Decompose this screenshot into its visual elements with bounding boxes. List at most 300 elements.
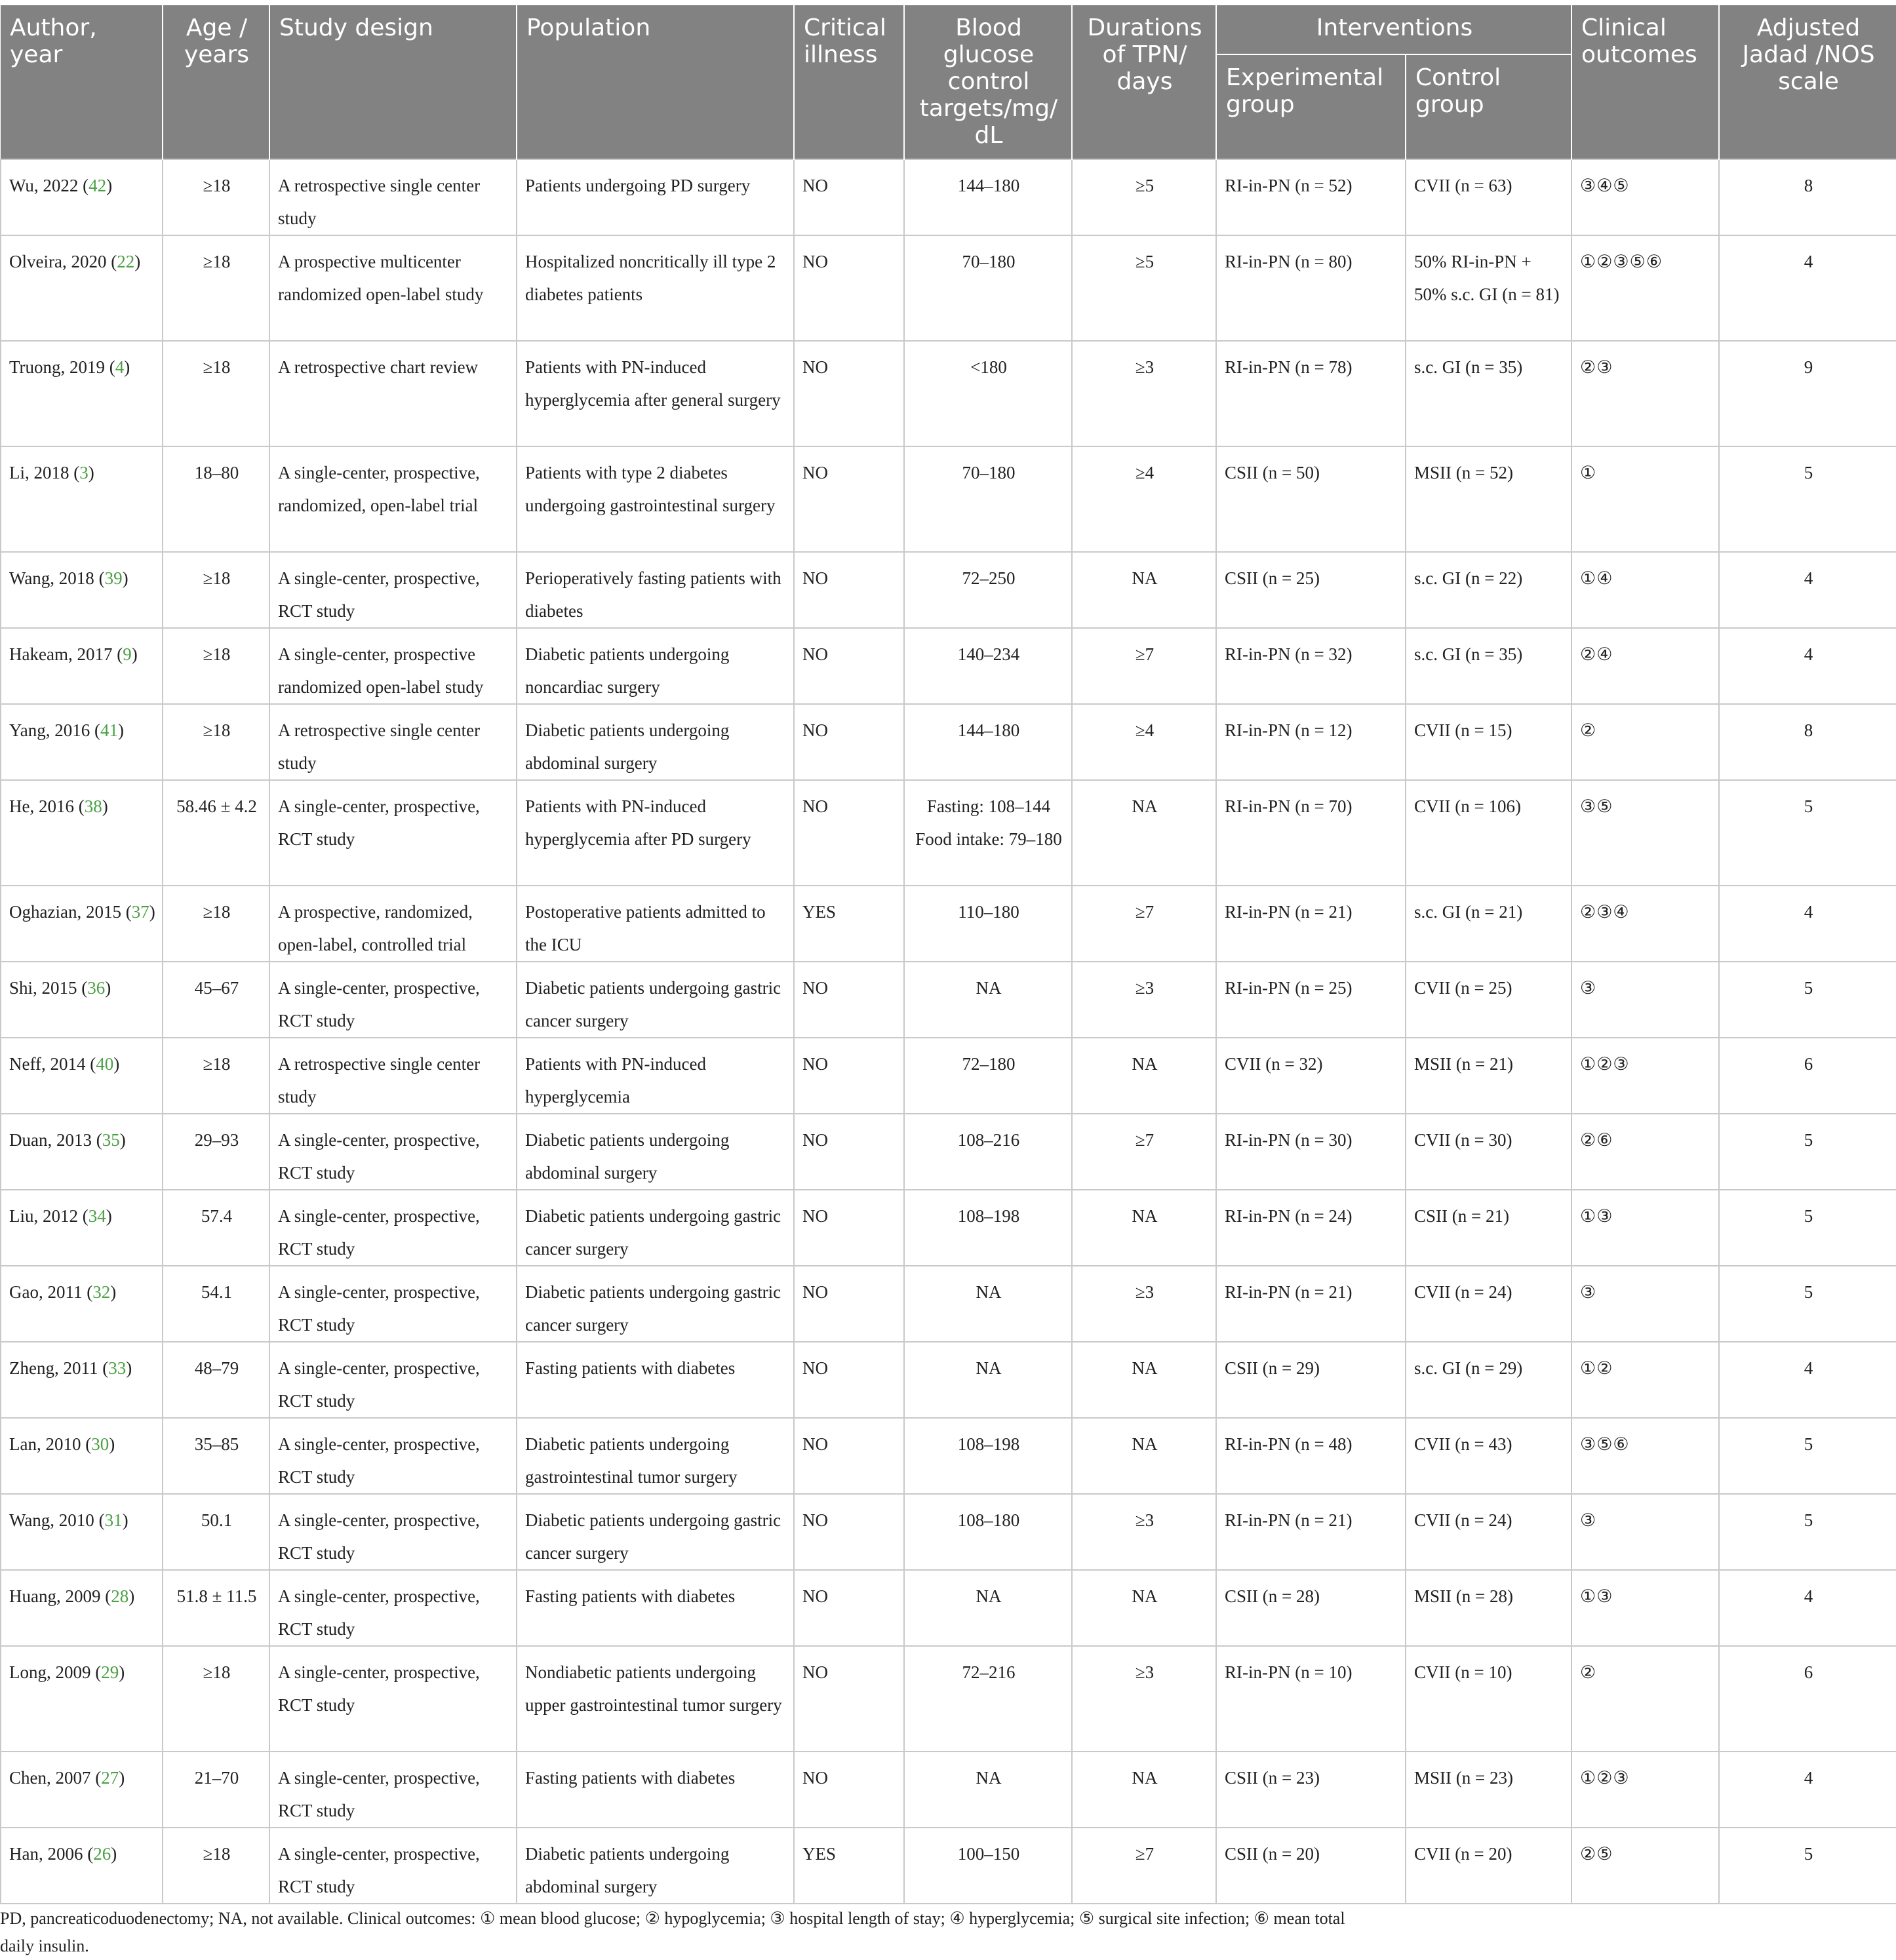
cell-glucose-targets: 144–180 bbox=[904, 704, 1072, 780]
table-body bbox=[1, 159, 1896, 1904]
cell-study-design: A single-center, prospective, RCT study bbox=[269, 1266, 517, 1342]
header-tpn-duration: Durations of TPN/ days bbox=[1072, 5, 1216, 159]
cell-population: Postoperative patients admitted to the ICU bbox=[517, 886, 794, 962]
cell-tpn-duration: ≥7 bbox=[1072, 628, 1216, 704]
cell-author: Shi, 2015 (36) bbox=[1, 962, 163, 1038]
cell-clinical-outcomes: ②⑥ bbox=[1571, 1114, 1719, 1190]
header-interventions: Interventions bbox=[1216, 5, 1571, 54]
cell-experimental-group: RI-in-PN (n = 70) bbox=[1216, 780, 1406, 886]
cell-tpn-duration: NA bbox=[1072, 552, 1216, 628]
cell-clinical-outcomes: ②③ bbox=[1571, 341, 1719, 446]
cell-tpn-duration: NA bbox=[1072, 1570, 1216, 1646]
cell-age: 50.1 bbox=[163, 1494, 269, 1570]
cell-author: Neff, 2014 (40) bbox=[1, 1038, 163, 1114]
cell-population: Diabetic patients undergoing abdominal surgery bbox=[517, 1828, 794, 1904]
reference-link[interactable]: 28 bbox=[111, 1586, 129, 1606]
author-name: Olveira, 2020 bbox=[9, 252, 107, 271]
cell-jadad-score: 4 bbox=[1719, 235, 1896, 341]
cell-jadad-score: 5 bbox=[1719, 1418, 1896, 1494]
cell-jadad-score: 4 bbox=[1719, 552, 1896, 628]
table-row bbox=[1, 1646, 1896, 1752]
cell-population: Fasting patients with diabetes bbox=[517, 1342, 794, 1418]
reference-link[interactable]: 39 bbox=[104, 568, 123, 588]
cell-tpn-duration: ≥3 bbox=[1072, 1646, 1216, 1752]
cell-tpn-duration: NA bbox=[1072, 1418, 1216, 1494]
cell-author: Wang, 2010 (31) bbox=[1, 1494, 163, 1570]
cell-population: Patients with type 2 diabetes undergoing gastrointestinal surgery bbox=[517, 446, 794, 552]
cell-clinical-outcomes: ①②③ bbox=[1571, 1752, 1719, 1828]
author-name: Zheng, 2011 bbox=[9, 1358, 98, 1378]
cell-age: ≥18 bbox=[163, 704, 269, 780]
cell-experimental-group: RI-in-PN (n = 24) bbox=[1216, 1190, 1406, 1266]
reference-link[interactable]: 22 bbox=[117, 252, 135, 271]
table-row bbox=[1, 962, 1896, 1038]
author-name: Wang, 2010 bbox=[9, 1510, 94, 1530]
cell-author: Duan, 2013 (35) bbox=[1, 1114, 163, 1190]
table-row bbox=[1, 628, 1896, 704]
cell-clinical-outcomes: ③ bbox=[1571, 1266, 1719, 1342]
cell-critical-illness: NO bbox=[794, 704, 904, 780]
cell-glucose-targets: 110–180 bbox=[904, 886, 1072, 962]
header-clinical-outcomes: Clinical outcomes bbox=[1571, 5, 1719, 159]
cell-control-group: CVII (n = 20) bbox=[1406, 1828, 1571, 1904]
cell-author: He, 2016 (38) bbox=[1, 780, 163, 886]
cell-tpn-duration: ≥3 bbox=[1072, 962, 1216, 1038]
author-name: Wang, 2018 bbox=[9, 568, 94, 588]
cell-population: Nondiabetic patients undergoing upper gastrointestinal tumor surgery bbox=[517, 1646, 794, 1752]
cell-study-design: A single-center, prospective, RCT study bbox=[269, 1114, 517, 1190]
cell-age: ≥18 bbox=[163, 628, 269, 704]
cell-tpn-duration: ≥7 bbox=[1072, 1828, 1216, 1904]
reference-link[interactable]: 41 bbox=[100, 720, 119, 740]
cell-critical-illness: NO bbox=[794, 159, 904, 235]
reference-link[interactable]: 38 bbox=[84, 796, 102, 816]
cell-clinical-outcomes: ②④ bbox=[1571, 628, 1719, 704]
table-row bbox=[1, 1038, 1896, 1114]
cell-age: ≥18 bbox=[163, 886, 269, 962]
cell-author: Truong, 2019 (4) bbox=[1, 341, 163, 446]
table-row bbox=[1, 1266, 1896, 1342]
cell-study-design: A single-center, prospective, RCT study bbox=[269, 1494, 517, 1570]
cell-author: Yang, 2016 (41) bbox=[1, 704, 163, 780]
cell-glucose-targets: NA bbox=[904, 1266, 1072, 1342]
cell-critical-illness: NO bbox=[794, 962, 904, 1038]
header-glucose-targets: Blood glucose control targets/mg/ dL bbox=[904, 5, 1072, 159]
cell-jadad-score: 5 bbox=[1719, 1494, 1896, 1570]
cell-study-design: A single-center, prospective, RCT study bbox=[269, 1190, 517, 1266]
author-name: Huang, 2009 bbox=[9, 1586, 101, 1606]
cell-clinical-outcomes: ②⑤ bbox=[1571, 1828, 1719, 1904]
cell-critical-illness: NO bbox=[794, 1038, 904, 1114]
cell-experimental-group: RI-in-PN (n = 25) bbox=[1216, 962, 1406, 1038]
cell-control-group: MSII (n = 52) bbox=[1406, 446, 1571, 552]
cell-glucose-targets: 108–198 bbox=[904, 1190, 1072, 1266]
cell-tpn-duration: NA bbox=[1072, 1038, 1216, 1114]
cell-critical-illness: NO bbox=[794, 1266, 904, 1342]
cell-author: Chen, 2007 (27) bbox=[1, 1752, 163, 1828]
cell-study-design: A retrospective single center study bbox=[269, 704, 517, 780]
table-row bbox=[1, 1418, 1896, 1494]
cell-glucose-targets: 72–180 bbox=[904, 1038, 1072, 1114]
cell-experimental-group: CSII (n = 29) bbox=[1216, 1342, 1406, 1418]
study-characteristics-table bbox=[0, 5, 1896, 1904]
cell-population: Diabetic patients undergoing gastric cancer surgery bbox=[517, 1190, 794, 1266]
author-name: He, 2016 bbox=[9, 796, 74, 816]
cell-control-group: CSII (n = 21) bbox=[1406, 1190, 1571, 1266]
cell-age: ≥18 bbox=[163, 235, 269, 341]
cell-control-group: CVII (n = 25) bbox=[1406, 962, 1571, 1038]
cell-population: Diabetic patients undergoing abdominal surgery bbox=[517, 1114, 794, 1190]
cell-critical-illness: YES bbox=[794, 1828, 904, 1904]
cell-clinical-outcomes: ①③ bbox=[1571, 1570, 1719, 1646]
cell-age: ≥18 bbox=[163, 159, 269, 235]
cell-clinical-outcomes: ①③ bbox=[1571, 1190, 1719, 1266]
cell-population: Patients undergoing PD surgery bbox=[517, 159, 794, 235]
cell-study-design: A single-center, prospective, RCT study bbox=[269, 552, 517, 628]
cell-age: 54.1 bbox=[163, 1266, 269, 1342]
cell-critical-illness: NO bbox=[794, 1494, 904, 1570]
cell-clinical-outcomes: ①② bbox=[1571, 1342, 1719, 1418]
cell-control-group: CVII (n = 30) bbox=[1406, 1114, 1571, 1190]
author-name: Oghazian, 2015 bbox=[9, 902, 121, 922]
cell-control-group: s.c. GI (n = 35) bbox=[1406, 341, 1571, 446]
cell-population: Diabetic patients undergoing gastric cancer surgery bbox=[517, 1494, 794, 1570]
reference-link[interactable]: 40 bbox=[96, 1054, 114, 1074]
cell-glucose-targets: 70–180 bbox=[904, 235, 1072, 341]
table-row bbox=[1, 1342, 1896, 1418]
cell-control-group: CVII (n = 43) bbox=[1406, 1418, 1571, 1494]
cell-experimental-group: RI-in-PN (n = 30) bbox=[1216, 1114, 1406, 1190]
cell-age: 35–85 bbox=[163, 1418, 269, 1494]
cell-author: Wang, 2018 (39) bbox=[1, 552, 163, 628]
author-name: Lan, 2010 bbox=[9, 1434, 81, 1454]
cell-study-design: A prospective, randomized, open-label, controlled trial bbox=[269, 886, 517, 962]
table-row bbox=[1, 341, 1896, 446]
cell-jadad-score: 5 bbox=[1719, 780, 1896, 886]
cell-study-design: A single-center, prospective randomized open-label study bbox=[269, 628, 517, 704]
cell-author: Gao, 2011 (32) bbox=[1, 1266, 163, 1342]
cell-tpn-duration: NA bbox=[1072, 1190, 1216, 1266]
cell-glucose-targets: 108–180 bbox=[904, 1494, 1072, 1570]
cell-population: Patients with PN-induced hyperglycemia after PD surgery bbox=[517, 780, 794, 886]
cell-jadad-score: 6 bbox=[1719, 1646, 1896, 1752]
cell-study-design: A single-center, prospective, RCT study bbox=[269, 1418, 517, 1494]
reference-link[interactable]: 26 bbox=[93, 1844, 111, 1864]
cell-experimental-group: RI-in-PN (n = 78) bbox=[1216, 341, 1406, 446]
header-age: Age / years bbox=[163, 5, 269, 159]
reference-link[interactable]: 35 bbox=[102, 1130, 120, 1150]
cell-jadad-score: 6 bbox=[1719, 1038, 1896, 1114]
cell-control-group: s.c. GI (n = 22) bbox=[1406, 552, 1571, 628]
cell-age: ≥18 bbox=[163, 1038, 269, 1114]
cell-author: Lan, 2010 (30) bbox=[1, 1418, 163, 1494]
cell-study-design: A single-center, prospective, randomized, open-label trial bbox=[269, 446, 517, 552]
cell-experimental-group: RI-in-PN (n = 10) bbox=[1216, 1646, 1406, 1752]
cell-glucose-targets: 72–216 bbox=[904, 1646, 1072, 1752]
cell-age: 21–70 bbox=[163, 1752, 269, 1828]
reference-link[interactable]: 33 bbox=[108, 1358, 127, 1378]
cell-critical-illness: NO bbox=[794, 235, 904, 341]
table-header bbox=[1, 5, 1896, 159]
cell-author: Long, 2009 (29) bbox=[1, 1646, 163, 1752]
cell-clinical-outcomes: ③ bbox=[1571, 1494, 1719, 1570]
cell-tpn-duration: NA bbox=[1072, 1342, 1216, 1418]
cell-experimental-group: CVII (n = 32) bbox=[1216, 1038, 1406, 1114]
reference-link[interactable]: 31 bbox=[104, 1510, 123, 1530]
author-name: Neff, 2014 bbox=[9, 1054, 86, 1074]
cell-tpn-duration: ≥4 bbox=[1072, 704, 1216, 780]
cell-population: Diabetic patients undergoing gastric cancer surgery bbox=[517, 962, 794, 1038]
table-row bbox=[1, 1828, 1896, 1904]
cell-control-group: CVII (n = 106) bbox=[1406, 780, 1571, 886]
header-study-design: Study design bbox=[269, 5, 517, 159]
cell-jadad-score: 4 bbox=[1719, 1570, 1896, 1646]
cell-experimental-group: RI-in-PN (n = 12) bbox=[1216, 704, 1406, 780]
cell-critical-illness: NO bbox=[794, 1114, 904, 1190]
cell-control-group: s.c. GI (n = 21) bbox=[1406, 886, 1571, 962]
cell-experimental-group: RI-in-PN (n = 80) bbox=[1216, 235, 1406, 341]
cell-clinical-outcomes: ①②③ bbox=[1571, 1038, 1719, 1114]
reference-link[interactable]: 36 bbox=[87, 978, 106, 998]
cell-author: Hakeam, 2017 (9) bbox=[1, 628, 163, 704]
table-row bbox=[1, 1570, 1896, 1646]
cell-age: 45–67 bbox=[163, 962, 269, 1038]
cell-jadad-score: 4 bbox=[1719, 886, 1896, 962]
cell-author: Han, 2006 (26) bbox=[1, 1828, 163, 1904]
cell-control-group: s.c. GI (n = 29) bbox=[1406, 1342, 1571, 1418]
cell-study-design: A retrospective single center study bbox=[269, 1038, 517, 1114]
cell-tpn-duration: ≥3 bbox=[1072, 1266, 1216, 1342]
author-name: Yang, 2016 bbox=[9, 720, 90, 740]
header-population: Population bbox=[517, 5, 794, 159]
author-name: Liu, 2012 bbox=[9, 1206, 78, 1226]
cell-glucose-targets: NA bbox=[904, 1752, 1072, 1828]
cell-critical-illness: NO bbox=[794, 446, 904, 552]
table-row bbox=[1, 552, 1896, 628]
author-name: Wu, 2022 bbox=[9, 176, 79, 195]
cell-population: Patients with PN-induced hyperglycemia bbox=[517, 1038, 794, 1114]
cell-critical-illness: NO bbox=[794, 1570, 904, 1646]
cell-age: 18–80 bbox=[163, 446, 269, 552]
header-jadad-scale: Adjusted Jadad /NOS scale bbox=[1719, 5, 1896, 159]
cell-glucose-targets: Fasting: 108–144 Food intake: 79–180 bbox=[904, 780, 1072, 886]
cell-jadad-score: 5 bbox=[1719, 1828, 1896, 1904]
reference-link[interactable]: 9 bbox=[123, 644, 132, 664]
table-footnote: PD, pancreaticoduodenectomy; NA, not available. Clinical outcomes: ① mean blood glucose; ② hypoglycemia; ③ hospital length of stay; ④ hyperglycemia; ⑤ surgical site infection; ⑥ mean total daily insulin. bbox=[0, 1909, 1345, 1955]
cell-population: Patients with PN-induced hyperglycemia after general surgery bbox=[517, 341, 794, 446]
author-name: Li, 2018 bbox=[9, 463, 69, 482]
cell-glucose-targets: <180 bbox=[904, 341, 1072, 446]
cell-author: Oghazian, 2015 (37) bbox=[1, 886, 163, 962]
reference-link[interactable]: 4 bbox=[115, 357, 125, 377]
cell-jadad-score: 5 bbox=[1719, 1114, 1896, 1190]
table-row bbox=[1, 704, 1896, 780]
reference-link[interactable]: 29 bbox=[101, 1662, 119, 1682]
cell-glucose-targets: 70–180 bbox=[904, 446, 1072, 552]
cell-study-design: A retrospective chart review bbox=[269, 341, 517, 446]
cell-author: Wu, 2022 (42) bbox=[1, 159, 163, 235]
cell-control-group: MSII (n = 23) bbox=[1406, 1752, 1571, 1828]
header-critical-illness: Critical illness bbox=[794, 5, 904, 159]
table-row bbox=[1, 886, 1896, 962]
cell-study-design: A single-center, prospective, RCT study bbox=[269, 1342, 517, 1418]
table-row bbox=[1, 780, 1896, 886]
table-row bbox=[1, 159, 1896, 235]
cell-critical-illness: NO bbox=[794, 628, 904, 704]
cell-glucose-targets: 100–150 bbox=[904, 1828, 1072, 1904]
table-row bbox=[1, 1114, 1896, 1190]
cell-control-group: MSII (n = 21) bbox=[1406, 1038, 1571, 1114]
cell-study-design: A single-center, prospective, RCT study bbox=[269, 1646, 517, 1752]
cell-population: Fasting patients with diabetes bbox=[517, 1752, 794, 1828]
cell-clinical-outcomes: ③⑤⑥ bbox=[1571, 1418, 1719, 1494]
author-name: Long, 2009 bbox=[9, 1662, 91, 1682]
cell-age: ≥18 bbox=[163, 1828, 269, 1904]
cell-clinical-outcomes: ②③④ bbox=[1571, 886, 1719, 962]
table-row bbox=[1, 1190, 1896, 1266]
cell-age: ≥18 bbox=[163, 341, 269, 446]
cell-age: 58.46 ± 4.2 bbox=[163, 780, 269, 886]
reference-link[interactable]: 34 bbox=[88, 1206, 106, 1226]
cell-jadad-score: 5 bbox=[1719, 1190, 1896, 1266]
cell-population: Diabetic patients undergoing abdominal surgery bbox=[517, 704, 794, 780]
cell-clinical-outcomes: ③⑤ bbox=[1571, 780, 1719, 886]
reference-link[interactable]: 32 bbox=[92, 1282, 111, 1302]
cell-clinical-outcomes: ①②③⑤⑥ bbox=[1571, 235, 1719, 341]
cell-population: Fasting patients with diabetes bbox=[517, 1570, 794, 1646]
cell-experimental-group: RI-in-PN (n = 21) bbox=[1216, 1494, 1406, 1570]
cell-critical-illness: NO bbox=[794, 780, 904, 886]
reference-link[interactable]: 3 bbox=[79, 463, 89, 482]
cell-glucose-targets: NA bbox=[904, 1570, 1072, 1646]
cell-experimental-group: CSII (n = 20) bbox=[1216, 1828, 1406, 1904]
cell-clinical-outcomes: ③ bbox=[1571, 962, 1719, 1038]
cell-clinical-outcomes: ② bbox=[1571, 1646, 1719, 1752]
cell-critical-illness: NO bbox=[794, 1418, 904, 1494]
cell-jadad-score: 4 bbox=[1719, 1752, 1896, 1828]
cell-critical-illness: YES bbox=[794, 886, 904, 962]
reference-link[interactable]: 37 bbox=[131, 902, 149, 922]
cell-glucose-targets: NA bbox=[904, 962, 1072, 1038]
cell-author: Liu, 2012 (34) bbox=[1, 1190, 163, 1266]
cell-critical-illness: NO bbox=[794, 1646, 904, 1752]
cell-experimental-group: RI-in-PN (n = 52) bbox=[1216, 159, 1406, 235]
cell-glucose-targets: 108–198 bbox=[904, 1418, 1072, 1494]
cell-study-design: A single-center, prospective, RCT study bbox=[269, 1828, 517, 1904]
reference-link[interactable]: 27 bbox=[101, 1768, 119, 1788]
reference-link[interactable]: 30 bbox=[91, 1434, 109, 1454]
cell-jadad-score: 5 bbox=[1719, 962, 1896, 1038]
cell-control-group: CVII (n = 63) bbox=[1406, 159, 1571, 235]
cell-glucose-targets: 72–250 bbox=[904, 552, 1072, 628]
cell-population: Diabetic patients undergoing gastric cancer surgery bbox=[517, 1266, 794, 1342]
cell-control-group: CVII (n = 10) bbox=[1406, 1646, 1571, 1752]
cell-clinical-outcomes: ② bbox=[1571, 704, 1719, 780]
cell-tpn-duration: NA bbox=[1072, 780, 1216, 886]
cell-age: 57.4 bbox=[163, 1190, 269, 1266]
cell-clinical-outcomes: ①④ bbox=[1571, 552, 1719, 628]
cell-jadad-score: 5 bbox=[1719, 1266, 1896, 1342]
cell-control-group: CVII (n = 24) bbox=[1406, 1494, 1571, 1570]
reference-link[interactable]: 42 bbox=[89, 176, 107, 195]
cell-critical-illness: NO bbox=[794, 1190, 904, 1266]
cell-age: 29–93 bbox=[163, 1114, 269, 1190]
cell-age: ≥18 bbox=[163, 552, 269, 628]
cell-tpn-duration: ≥5 bbox=[1072, 235, 1216, 341]
table-row bbox=[1, 1752, 1896, 1828]
cell-jadad-score: 4 bbox=[1719, 1342, 1896, 1418]
cell-glucose-targets: 140–234 bbox=[904, 628, 1072, 704]
cell-study-design: A retrospective single center study bbox=[269, 159, 517, 235]
cell-glucose-targets: 144–180 bbox=[904, 159, 1072, 235]
author-name: Han, 2006 bbox=[9, 1844, 83, 1864]
cell-control-group: CVII (n = 24) bbox=[1406, 1266, 1571, 1342]
cell-control-group: s.c. GI (n = 35) bbox=[1406, 628, 1571, 704]
author-name: Truong, 2019 bbox=[9, 357, 106, 377]
header-control-group: Control group bbox=[1406, 54, 1571, 159]
table-row bbox=[1, 235, 1896, 341]
header-experimental-group: Experimental group bbox=[1216, 54, 1406, 159]
cell-author: Li, 2018 (3) bbox=[1, 446, 163, 552]
author-name: Hakeam, 2017 bbox=[9, 644, 113, 664]
cell-critical-illness: NO bbox=[794, 1342, 904, 1418]
cell-control-group: 50% RI-in-PN + 50% s.c. GI (n = 81) bbox=[1406, 235, 1571, 341]
author-name: Duan, 2013 bbox=[9, 1130, 92, 1150]
cell-clinical-outcomes: ③④⑤ bbox=[1571, 159, 1719, 235]
cell-age: 51.8 ± 11.5 bbox=[163, 1570, 269, 1646]
cell-experimental-group: RI-in-PN (n = 32) bbox=[1216, 628, 1406, 704]
cell-glucose-targets: 108–216 bbox=[904, 1114, 1072, 1190]
cell-population: Diabetic patients undergoing noncardiac surgery bbox=[517, 628, 794, 704]
cell-tpn-duration: NA bbox=[1072, 1752, 1216, 1828]
cell-jadad-score: 9 bbox=[1719, 341, 1896, 446]
cell-glucose-targets: NA bbox=[904, 1342, 1072, 1418]
header-author: Author, year bbox=[1, 5, 163, 159]
cell-author: Zheng, 2011 (33) bbox=[1, 1342, 163, 1418]
cell-tpn-duration: ≥3 bbox=[1072, 341, 1216, 446]
table-row bbox=[1, 446, 1896, 552]
cell-jadad-score: 4 bbox=[1719, 628, 1896, 704]
cell-tpn-duration: ≥7 bbox=[1072, 1114, 1216, 1190]
cell-tpn-duration: ≥7 bbox=[1072, 886, 1216, 962]
cell-population: Diabetic patients undergoing gastrointestinal tumor surgery bbox=[517, 1418, 794, 1494]
cell-study-design: A single-center, prospective, RCT study bbox=[269, 780, 517, 886]
cell-experimental-group: CSII (n = 28) bbox=[1216, 1570, 1406, 1646]
cell-jadad-score: 8 bbox=[1719, 159, 1896, 235]
cell-experimental-group: CSII (n = 50) bbox=[1216, 446, 1406, 552]
cell-critical-illness: NO bbox=[794, 1752, 904, 1828]
author-name: Gao, 2011 bbox=[9, 1282, 83, 1302]
author-name: Shi, 2015 bbox=[9, 978, 77, 998]
cell-critical-illness: NO bbox=[794, 341, 904, 446]
cell-author: Huang, 2009 (28) bbox=[1, 1570, 163, 1646]
study-characteristics-table-container bbox=[0, 5, 1896, 1904]
cell-control-group: CVII (n = 15) bbox=[1406, 704, 1571, 780]
cell-age: ≥18 bbox=[163, 1646, 269, 1752]
cell-clinical-outcomes: ① bbox=[1571, 446, 1719, 552]
cell-experimental-group: RI-in-PN (n = 21) bbox=[1216, 1266, 1406, 1342]
cell-experimental-group: CSII (n = 23) bbox=[1216, 1752, 1406, 1828]
table-row bbox=[1, 1494, 1896, 1570]
cell-jadad-score: 8 bbox=[1719, 704, 1896, 780]
cell-study-design: A single-center, prospective, RCT study bbox=[269, 1570, 517, 1646]
cell-tpn-duration: ≥5 bbox=[1072, 159, 1216, 235]
cell-study-design: A single-center, prospective, RCT study bbox=[269, 1752, 517, 1828]
cell-experimental-group: RI-in-PN (n = 21) bbox=[1216, 886, 1406, 962]
cell-study-design: A single-center, prospective, RCT study bbox=[269, 962, 517, 1038]
cell-jadad-score: 5 bbox=[1719, 446, 1896, 552]
cell-age: 48–79 bbox=[163, 1342, 269, 1418]
